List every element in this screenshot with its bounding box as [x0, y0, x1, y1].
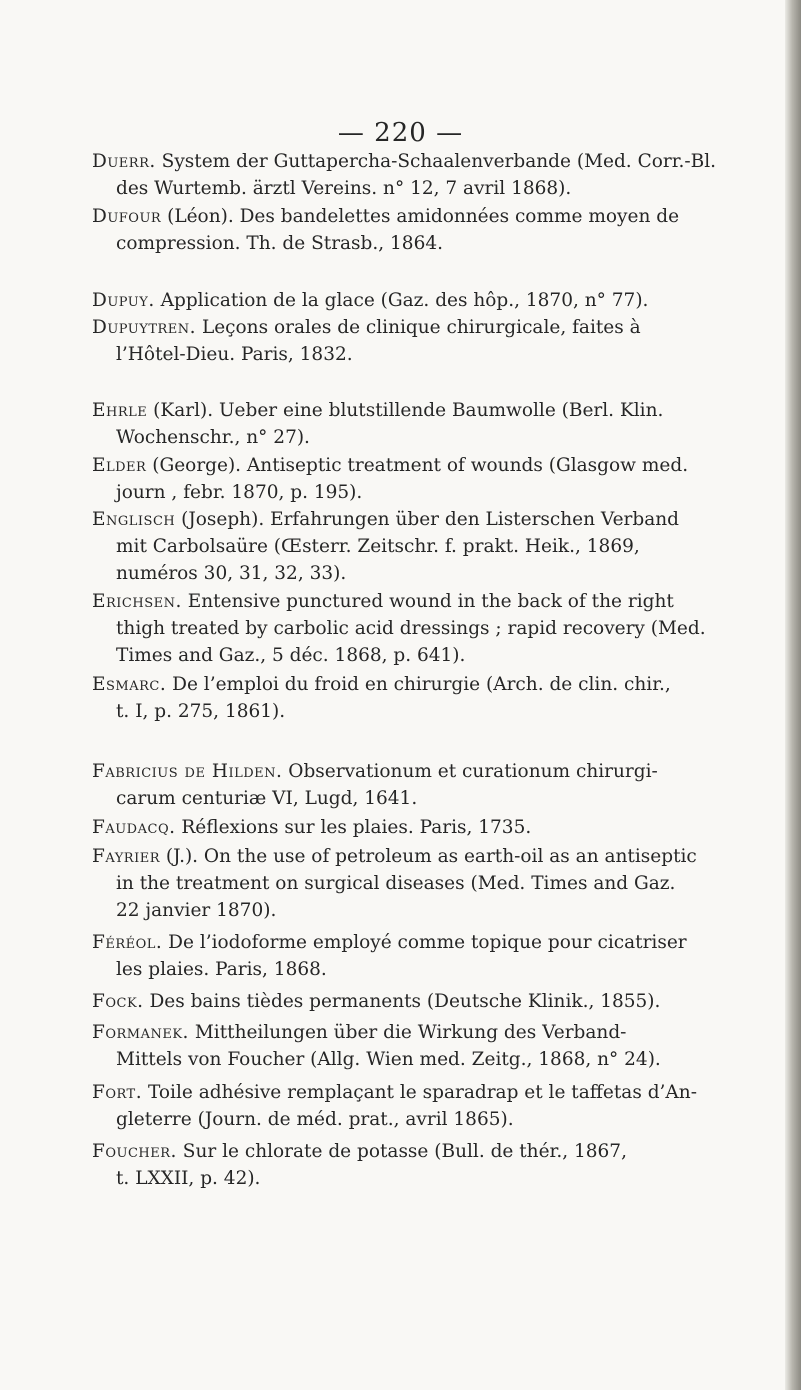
entry-author: Dufour [92, 206, 162, 227]
entry-author: Fabricius de Hilden. [92, 761, 283, 782]
page-number: — 220 — [337, 118, 464, 148]
bibliography-entry [92, 929, 732, 983]
entry-author: Esmarc. [92, 674, 167, 695]
entry-author: Faudacq. [92, 817, 176, 838]
entry-text: l’Hôtel-Dieu. Paris, 1832. [116, 344, 353, 365]
bibliography-entry [92, 588, 732, 669]
entry-text: Wochenschr., n° 27). [116, 427, 310, 448]
bibliography-entry [92, 287, 732, 314]
bibliography-entry [92, 843, 732, 924]
entry-text: Times and Gaz., 5 déc. 1868, p. 641). [116, 645, 466, 666]
bibliography-entry [92, 814, 732, 841]
entry-text: gleterre (Journ. de méd. prat., avril 1865). [116, 1109, 514, 1130]
entry-author: Ehrle [92, 400, 148, 421]
entry-text: t. I, p. 275, 1861). [116, 701, 286, 722]
bibliography-entry [92, 988, 732, 1015]
page-edge-shadow [785, 0, 801, 1390]
bibliography-entry [92, 148, 732, 202]
entry-text: Leçons orales de clinique chirurgicale, faites à [201, 317, 641, 338]
entry-author: Erichsen. [92, 591, 182, 612]
entry-text: Observationum et curationum chirurgi- [288, 761, 658, 782]
entry-author: Féréol. [92, 932, 163, 953]
bibliography-entry [92, 203, 732, 257]
bibliography-entry [92, 506, 732, 587]
entry-text: (Karl). Ueber eine blutstillende Baumwolle (Berl. Klin. [153, 400, 664, 421]
entry-text: les plaies. Paris, 1868. [116, 959, 327, 980]
bibliography-entry [92, 758, 732, 812]
entry-text: Mittels von Foucher (Allg. Wien med. Zeitg., 1868, n° 24). [116, 1049, 661, 1070]
entry-author: Foucher. [92, 1141, 177, 1162]
bibliography-entry [92, 452, 732, 506]
entry-text: (George). Antiseptic treatment of wounds (Glasgow med. [152, 455, 689, 476]
entry-text: 22 janvier 1870). [116, 900, 277, 921]
entry-text: (Léon). Des bandelettes amidonnées comme moyen de [167, 206, 680, 227]
entry-text: System der Guttapercha-Schaalenverbande (Med. Corr.-Bl. [161, 151, 717, 172]
entry-text: Application de la glace (Gaz. des hôp., 1870, n° 77). [160, 290, 649, 311]
entry-text: Entensive punctured wound in the back of the right [187, 591, 674, 612]
entry-text: compression. Th. de Strasb., 1864. [116, 233, 444, 254]
entry-text: Des bains tièdes permanents (Deutsche Klinik., 1855). [149, 991, 661, 1012]
entry-author: Dupuytren. [92, 317, 197, 338]
entry-author: Englisch [92, 509, 176, 530]
entry-text: thigh treated by carbolic acid dressings ; rapid recovery (Med. [116, 618, 706, 639]
entry-text: Mittheilungen über die Wirkung des Verband- [194, 1022, 627, 1043]
entry-author: Dupuy. [92, 290, 155, 311]
entry-author: Duerr. [92, 151, 156, 172]
entry-text: mit Carbolsaüre (Œsterr. Zeitschr. f. prakt. Heik., 1869, [116, 536, 640, 557]
entry-text: (J.). On the use of petroleum as earth-oil as an antiseptic [165, 846, 697, 867]
entry-author: Elder [92, 455, 147, 476]
entry-text: (Joseph). Erfahrungen über den Listerschen Verband [181, 509, 680, 530]
entry-text: Toile adhésive remplaçant le sparadrap et le taffetas d’An- [148, 1082, 697, 1103]
entry-text: De l’emploi du froid en chirurgie (Arch. de clin. chir., [172, 674, 671, 695]
entry-text: De l’iodoforme employé comme topique pour cicatriser [168, 932, 687, 953]
bibliography-entry [92, 1138, 732, 1192]
entry-author: Fayrier [92, 846, 160, 867]
entry-text: numéros 30, 31, 32, 33). [116, 563, 347, 584]
entry-author: Formanek. [92, 1022, 189, 1043]
entry-text: Réflexions sur les plaies. Paris, 1735. [181, 817, 532, 838]
bibliography-entry [92, 671, 732, 725]
entry-author: Fock. [92, 991, 144, 1012]
entry-text: carum centuriæ VI, Lugd, 1641. [116, 788, 418, 809]
entry-text: des Wurtemb. ärztl Vereins. n° 12, 7 avril 1868). [116, 178, 572, 199]
bibliography-entry [92, 314, 732, 368]
entry-text: in the treatment on surgical diseases (Med. Times and Gaz. [116, 873, 676, 894]
entry-text: Sur le chlorate de potasse (Bull. de thér., 1867, [182, 1141, 627, 1162]
entry-author: Fort. [92, 1082, 143, 1103]
bibliography-entry [92, 1079, 732, 1133]
entry-text: t. LXXII, p. 42). [116, 1168, 261, 1189]
bibliography-entry [92, 397, 732, 451]
bibliography-entry [92, 1019, 732, 1073]
entry-text: journ , febr. 1870, p. 195). [116, 482, 363, 503]
